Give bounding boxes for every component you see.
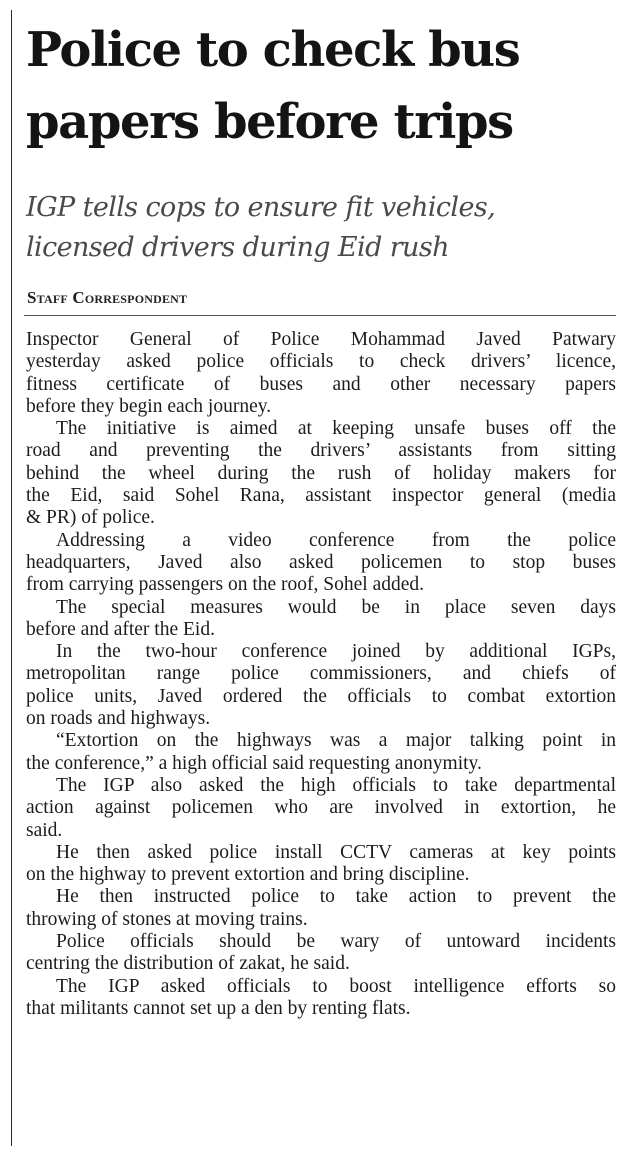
paragraph-line: “Extortion on the highways was a major talking point in: [56, 730, 616, 752]
paragraph-line: the conference,” a high official said requesting anonymity.: [26, 752, 482, 774]
paragraph-line: before and after the Eid.: [26, 618, 215, 640]
headline-line: papers before trips: [26, 94, 513, 150]
paragraph-line: He then instructed police to take action to prevent the: [56, 886, 616, 908]
paragraph-line: before they begin each journey.: [26, 395, 272, 417]
paragraph-line: the Eid, said Sohel Rana, assistant inspector general (media: [26, 485, 616, 507]
paragraph-line: metropolitan range police commissioners, and chiefs of: [26, 663, 616, 685]
subheadline-line: IGP tells cops to ensure fit vehicles,: [26, 192, 496, 223]
paragraph-line: & PR) of police.: [26, 507, 155, 529]
paragraph-line: said.: [26, 819, 63, 841]
article-paragraph: [26, 842, 616, 887]
paragraph-line: road and preventing the drivers’ assistants from sitting: [26, 440, 616, 462]
article-paragraph: [26, 976, 616, 1021]
column-rule: [11, 10, 12, 1146]
paragraph-line: Inspector General of Police Mohammad Javed Patwary: [26, 329, 616, 350]
article-paragraph: [26, 641, 616, 730]
headline: [26, 14, 616, 158]
article-paragraph: [26, 418, 616, 529]
paragraph-line: yesterday asked police officials to check drivers’ licence,: [26, 351, 616, 373]
paragraph-line: Police officials should be wary of untoward incidents: [56, 931, 616, 953]
paragraph-line: The IGP asked officials to boost intelligence efforts so: [56, 975, 616, 997]
headline-line: Police to check bus: [26, 22, 520, 78]
article-paragraph: [26, 530, 616, 597]
article-paragraph: [26, 730, 616, 775]
article-paragraph: [26, 329, 616, 418]
paragraph-line: centring the distribution of zakat, he said.: [26, 953, 350, 975]
article-paragraph: [26, 886, 616, 931]
article-paragraph: [26, 597, 616, 642]
paragraph-line: The initiative is aimed at keeping unsafe buses off the: [56, 418, 616, 440]
subheadline: [26, 188, 616, 268]
paragraph-line: throwing of stones at moving trains.: [26, 908, 308, 930]
paragraph-line: that militants cannot set up a den by renting flats.: [26, 997, 411, 1019]
paragraph-line: from carrying passengers on the roof, Sohel added.: [26, 574, 425, 596]
paragraph-line: on roads and highways.: [26, 708, 211, 730]
paragraph-line: police units, Javed ordered the officials to combat extortion: [26, 685, 616, 707]
paragraph-line: The IGP also asked the high officials to take departmental: [56, 774, 616, 796]
subheadline-line: licensed drivers during Eid rush: [26, 232, 449, 263]
article-paragraph: [26, 931, 616, 976]
paragraph-line: action against policemen who are involved in extortion, he: [26, 797, 616, 819]
paragraph-line: In the two-hour conference joined by additional IGPs,: [56, 641, 616, 663]
byline-divider: [24, 315, 616, 316]
paragraph-line: on the highway to prevent extortion and bring discipline.: [26, 864, 470, 886]
article-body: [26, 329, 616, 1020]
paragraph-line: Addressing a video conference from the police: [56, 529, 616, 551]
paragraph-line: headquarters, Javed also asked policemen to stop buses: [26, 551, 616, 573]
paragraph-line: The special measures would be in place seven days: [56, 596, 616, 618]
paragraph-line: fitness certificate of buses and other necessary papers: [26, 373, 616, 395]
paragraph-line: behind the wheel during the rush of holiday makers for: [26, 462, 616, 484]
article-paragraph: [26, 775, 616, 842]
paragraph-line: He then asked police install CCTV cameras at key points: [56, 841, 616, 863]
byline: Staff Correspondent: [27, 288, 188, 307]
